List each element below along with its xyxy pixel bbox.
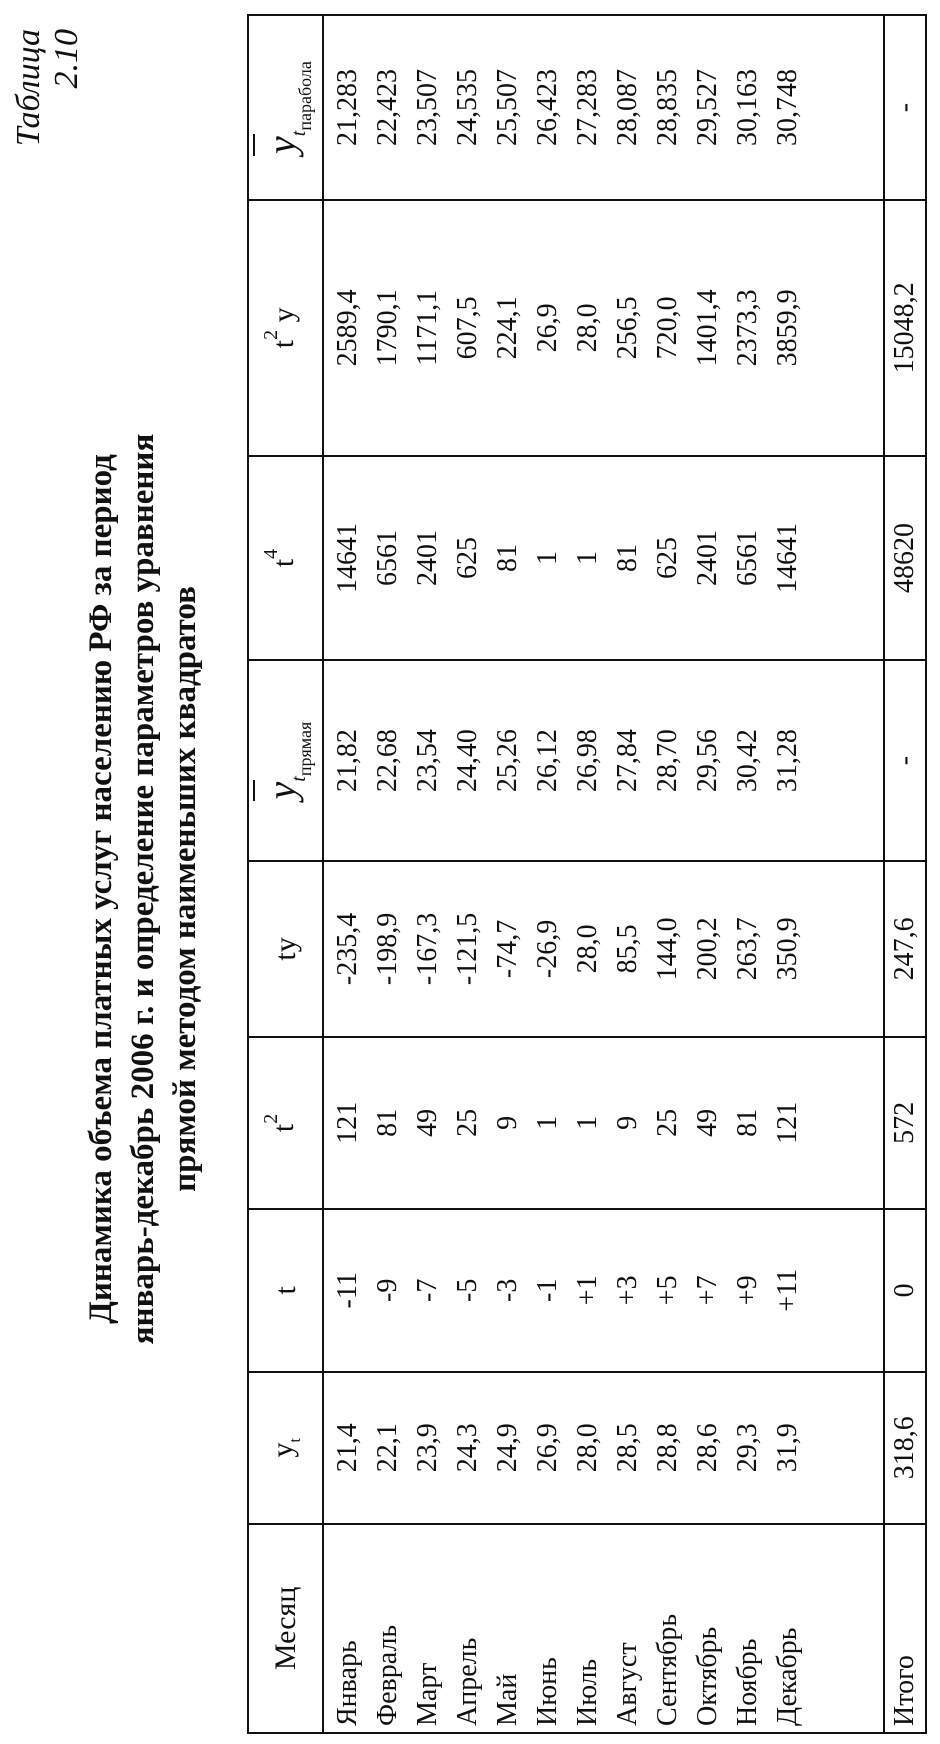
cell-ty: 263,7 bbox=[732, 917, 764, 981]
cell-y_parab: 21,283 bbox=[332, 69, 364, 147]
cell-t2y: 2373,3 bbox=[732, 289, 764, 367]
cell-t2y: 26,9 bbox=[532, 303, 564, 353]
cell-yt: 28,5 bbox=[612, 1423, 644, 1473]
column-t4 bbox=[323, 456, 884, 661]
header-t4: $t^4$ bbox=[248, 456, 323, 661]
cell-yt: 28,6 bbox=[692, 1423, 724, 1473]
cell-month: Сентябрь bbox=[652, 1613, 684, 1726]
column-yt bbox=[323, 1372, 884, 1524]
header-t2y: $t^2$ y bbox=[248, 200, 323, 455]
cell-t4: 81 bbox=[492, 543, 524, 572]
header-t2: $t^2$ bbox=[248, 1037, 323, 1209]
column-ty bbox=[323, 861, 884, 1037]
cell-t4: 6561 bbox=[732, 529, 764, 586]
totals-row bbox=[884, 15, 926, 1733]
total-t4: 48620 bbox=[884, 456, 926, 661]
body-row bbox=[323, 15, 884, 1733]
total-y-pryamaya: - bbox=[884, 660, 926, 860]
cell-ty: 144,0 bbox=[652, 917, 684, 981]
cell-t4: 2401 bbox=[692, 529, 724, 586]
cell-month: Июль bbox=[572, 1658, 604, 1726]
cell-t4: 1 bbox=[532, 550, 564, 565]
cell-month: Январь bbox=[332, 1640, 364, 1726]
cell-y_pryam: 27,84 bbox=[612, 729, 644, 793]
cell-t: +9 bbox=[732, 1275, 764, 1306]
cell-t4: 14641 bbox=[772, 522, 804, 593]
cell-y_parab: 22,423 bbox=[372, 69, 404, 147]
cell-month: Июнь bbox=[532, 1657, 564, 1726]
cell-yt: 24,9 bbox=[492, 1423, 524, 1473]
cell-yt: 31,9 bbox=[772, 1423, 804, 1473]
header-t: t bbox=[248, 1209, 323, 1372]
cell-month: Ноябрь bbox=[732, 1638, 764, 1726]
column-t2y bbox=[323, 200, 884, 455]
cell-yt: 29,3 bbox=[732, 1423, 764, 1473]
cell-t: +3 bbox=[612, 1275, 644, 1306]
total-t2y: 15048,2 bbox=[884, 200, 926, 455]
cell-yt: 28,8 bbox=[652, 1423, 684, 1473]
cell-y_pryam: 31,28 bbox=[772, 729, 804, 793]
cell-t: +5 bbox=[652, 1275, 684, 1306]
cell-t2y: 256,5 bbox=[612, 296, 644, 360]
title-line: Динамика объема платных услуг населению РФ за период bbox=[83, 454, 119, 1324]
cell-t4: 14641 bbox=[332, 522, 364, 593]
cell-t2: 25 bbox=[652, 1108, 684, 1137]
total-y-parabola: - bbox=[884, 15, 926, 200]
cell-t4: 1 bbox=[572, 550, 604, 565]
cell-t2: 9 bbox=[612, 1115, 644, 1130]
cell-t4: 625 bbox=[452, 536, 484, 579]
cell-t2y: 1790,1 bbox=[372, 289, 404, 367]
cell-yt: 24,3 bbox=[452, 1423, 484, 1473]
cell-t2y: 3859,9 bbox=[772, 289, 804, 367]
header-y-parabola: $y_{tпарабола}$ bbox=[248, 15, 323, 200]
title-line: январь-декабрь 2006 г. и определение параметров уравнения bbox=[125, 433, 161, 1345]
cell-t: -9 bbox=[372, 1278, 404, 1302]
cell-t2y: 224,1 bbox=[492, 296, 524, 360]
cell-t2: 49 bbox=[692, 1108, 724, 1137]
cell-month: Декабрь bbox=[772, 1627, 804, 1726]
data-table bbox=[247, 14, 927, 1734]
header-month: Месяц bbox=[248, 1524, 323, 1733]
cell-ty: -198,9 bbox=[372, 912, 404, 986]
cell-t4: 81 bbox=[612, 543, 644, 572]
column-y-parabola bbox=[323, 15, 884, 200]
cell-y_pryam: 26,98 bbox=[572, 729, 604, 793]
cell-y_parab: 27,283 bbox=[572, 69, 604, 147]
cell-y_parab: 30,163 bbox=[732, 69, 764, 147]
cell-y_parab: 28,835 bbox=[652, 69, 684, 147]
cell-y_pryam: 28,70 bbox=[652, 729, 684, 793]
cell-ty: -235,4 bbox=[332, 912, 364, 986]
cell-y_parab: 28,087 bbox=[612, 69, 644, 147]
cell-y_parab: 30,748 bbox=[772, 69, 804, 147]
cell-t: -3 bbox=[492, 1278, 524, 1302]
cell-ty: -26,9 bbox=[532, 919, 564, 979]
cell-t2: 1 bbox=[572, 1115, 604, 1130]
cell-t2: 49 bbox=[412, 1108, 444, 1137]
cell-month: Май bbox=[492, 1673, 524, 1726]
header-ty: ty bbox=[248, 861, 323, 1037]
cell-t: -7 bbox=[412, 1278, 444, 1302]
cell-month: Апрель bbox=[452, 1637, 484, 1726]
cell-ty: 200,2 bbox=[692, 917, 724, 981]
cell-t2y: 2589,4 bbox=[332, 289, 364, 367]
cell-t2: 81 bbox=[372, 1108, 404, 1137]
cell-y_pryam: 25,26 bbox=[492, 729, 524, 793]
cell-yt: 21,4 bbox=[332, 1423, 364, 1473]
cell-t: +1 bbox=[572, 1275, 604, 1306]
total-label: Итого bbox=[884, 1524, 926, 1733]
cell-y_parab: 26,423 bbox=[532, 69, 564, 147]
cell-y_parab: 23,507 bbox=[412, 69, 444, 147]
cell-t2: 25 bbox=[452, 1108, 484, 1137]
total-yt: 318,6 bbox=[884, 1372, 926, 1524]
total-t: 0 bbox=[884, 1209, 926, 1372]
cell-t2y: 1401,4 bbox=[692, 289, 724, 367]
total-t2: 572 bbox=[884, 1037, 926, 1209]
cell-y_pryam: 29,56 bbox=[692, 729, 724, 793]
cell-ty: 350,9 bbox=[772, 917, 804, 981]
cell-y_pryam: 21,82 bbox=[332, 729, 364, 793]
cell-y_parab: 24,535 bbox=[452, 69, 484, 147]
cell-y_parab: 29,527 bbox=[692, 69, 724, 147]
header-row bbox=[248, 15, 323, 1733]
cell-yt: 28,0 bbox=[572, 1423, 604, 1473]
table-title bbox=[80, 264, 206, 1514]
cell-t2: 81 bbox=[732, 1108, 764, 1137]
cell-t: -11 bbox=[332, 1272, 364, 1309]
cell-month: Март bbox=[412, 1662, 444, 1726]
cell-ty: 85,5 bbox=[612, 924, 644, 974]
cell-t2: 121 bbox=[772, 1101, 804, 1144]
cell-month: Октябрь bbox=[692, 1626, 724, 1726]
cell-y_pryam: 26,12 bbox=[532, 729, 564, 793]
cell-y_pryam: 23,54 bbox=[412, 729, 444, 793]
cell-t4: 625 bbox=[652, 536, 684, 579]
total-ty: 247,6 bbox=[884, 861, 926, 1037]
cell-t2: 121 bbox=[332, 1101, 364, 1144]
cell-month: Август bbox=[612, 1642, 644, 1726]
cell-month: Февраль bbox=[372, 1624, 404, 1726]
cell-t: -5 bbox=[452, 1278, 484, 1302]
cell-t2: 1 bbox=[532, 1115, 564, 1130]
column-y-pryamaya bbox=[323, 660, 884, 860]
cell-t4: 2401 bbox=[412, 529, 444, 586]
cell-t2: 9 bbox=[492, 1115, 524, 1130]
cell-yt: 26,9 bbox=[532, 1423, 564, 1473]
cell-t4: 6561 bbox=[372, 529, 404, 586]
cell-yt: 23,9 bbox=[412, 1423, 444, 1473]
cell-y_pryam: 22,68 bbox=[372, 729, 404, 793]
cell-y_pryam: 30,42 bbox=[732, 729, 764, 793]
cell-ty: -74,7 bbox=[492, 919, 524, 979]
header-yt: $y_t$ bbox=[248, 1372, 323, 1524]
cell-t2y: 720,0 bbox=[652, 296, 684, 360]
cell-y_pryam: 24,40 bbox=[452, 729, 484, 793]
cell-ty: -167,3 bbox=[412, 912, 444, 986]
column-month bbox=[323, 1524, 884, 1733]
title-line: прямой методом наименьших квадратов bbox=[167, 586, 203, 1192]
header-y-pryamaya: $y_{tпрямая}$ bbox=[248, 660, 323, 860]
cell-yt: 22,1 bbox=[372, 1423, 404, 1473]
cell-t2y: 607,5 bbox=[452, 296, 484, 360]
column-t bbox=[323, 1209, 884, 1372]
cell-t2y: 28,0 bbox=[572, 303, 604, 353]
cell-t: -1 bbox=[532, 1278, 564, 1302]
cell-ty: 28,0 bbox=[572, 924, 604, 974]
cell-t2y: 1171,1 bbox=[412, 289, 444, 366]
cell-t: +7 bbox=[692, 1275, 724, 1306]
cell-t: +11 bbox=[772, 1268, 804, 1312]
cell-y_parab: 25,507 bbox=[492, 69, 524, 147]
column-t2 bbox=[323, 1037, 884, 1209]
cell-ty: -121,5 bbox=[452, 912, 484, 986]
table-caption: Таблица 2.10 bbox=[10, 29, 85, 147]
